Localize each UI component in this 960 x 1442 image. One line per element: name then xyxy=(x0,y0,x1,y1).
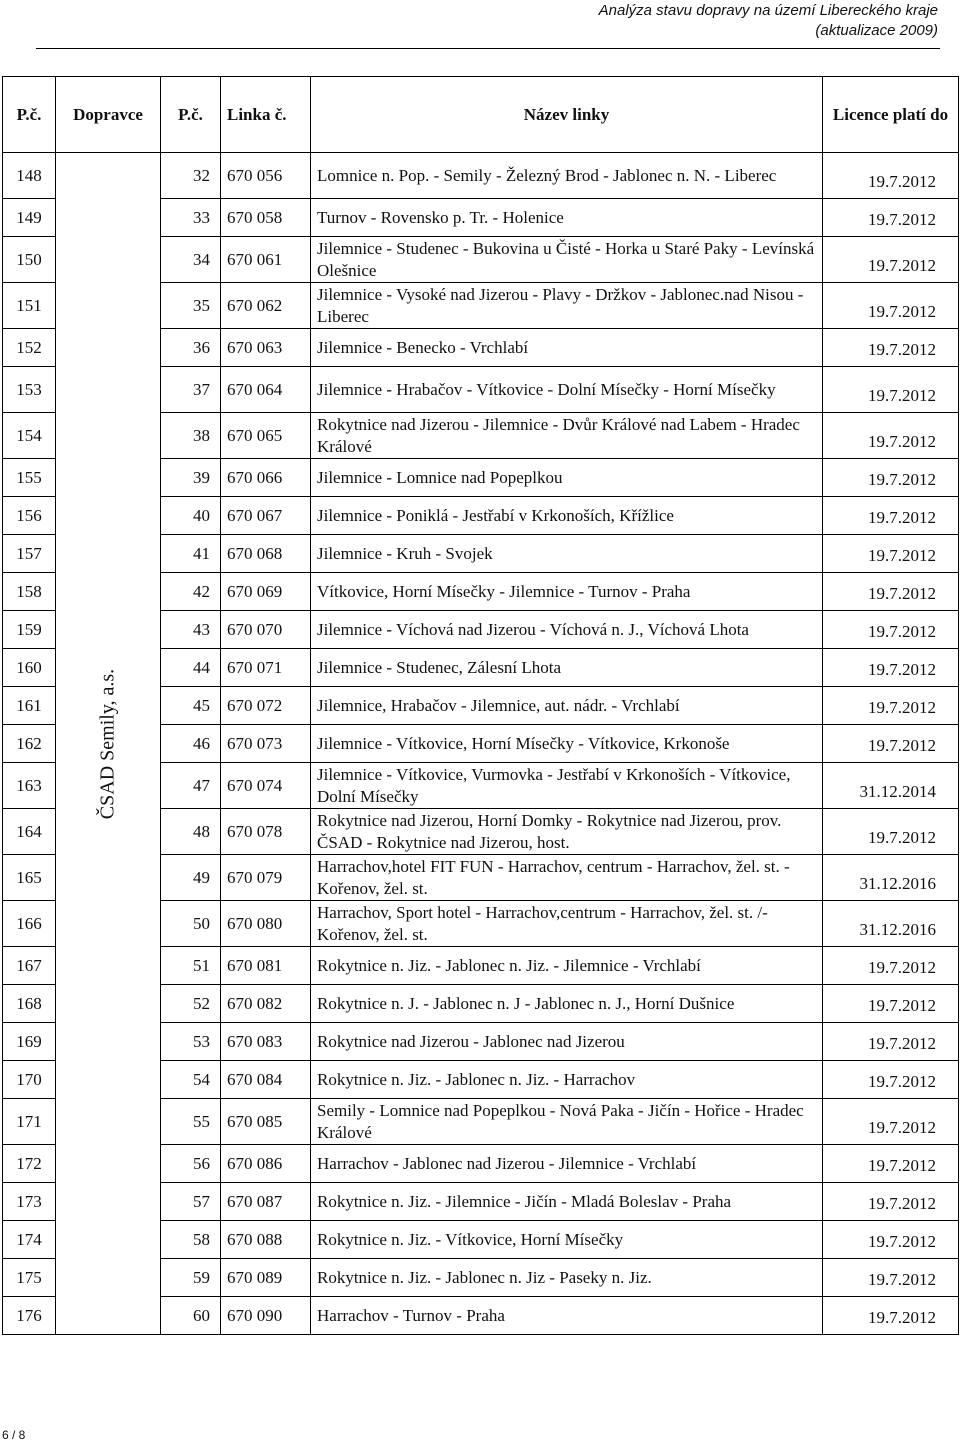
col-header-name: Název linky xyxy=(311,77,823,153)
line-number: 670 082 xyxy=(221,985,311,1023)
document-header xyxy=(599,1,938,41)
row-number: 165 xyxy=(3,855,56,901)
carrier-row-number: 46 xyxy=(161,725,221,763)
license-valid-until: 19.7.2012 xyxy=(823,725,959,763)
carrier-row-number: 51 xyxy=(161,947,221,985)
line-name: Jilemnice, Hrabačov - Jilemnice, aut. nádr. - Vrchlabí xyxy=(311,687,823,725)
row-number: 168 xyxy=(3,985,56,1023)
table-body xyxy=(3,153,959,1335)
row-number: 149 xyxy=(3,199,56,237)
col-header-carrier: Dopravce xyxy=(56,77,161,153)
license-valid-until: 19.7.2012 xyxy=(823,1145,959,1183)
carrier-row-number: 44 xyxy=(161,649,221,687)
carrier-row-number: 47 xyxy=(161,763,221,809)
line-name: Jilemnice - Poniklá - Jestřabí v Krkonoších, Křížlice xyxy=(311,497,823,535)
line-number: 670 078 xyxy=(221,809,311,855)
line-number: 670 089 xyxy=(221,1259,311,1297)
license-valid-until: 31.12.2014 xyxy=(823,763,959,809)
line-number: 670 088 xyxy=(221,1221,311,1259)
row-number: 157 xyxy=(3,535,56,573)
row-number: 173 xyxy=(3,1183,56,1221)
line-number: 670 081 xyxy=(221,947,311,985)
line-name: Harrachov - Jablonec nad Jizerou - Jilemnice - Vrchlabí xyxy=(311,1145,823,1183)
line-name: Semily - Lomnice nad Popeplkou - Nová Paka - Jičín - Hořice - Hradec Králové xyxy=(311,1099,823,1145)
row-number: 167 xyxy=(3,947,56,985)
carrier-row-number: 60 xyxy=(161,1297,221,1335)
line-name: Rokytnice nad Jizerou - Jilemnice - Dvůr Králové nad Labem - Hradec Králové xyxy=(311,413,823,459)
carrier-row-number: 34 xyxy=(161,237,221,283)
line-number: 670 079 xyxy=(221,855,311,901)
line-number: 670 074 xyxy=(221,763,311,809)
license-valid-until: 19.7.2012 xyxy=(823,985,959,1023)
license-valid-until: 19.7.2012 xyxy=(823,283,959,329)
carrier-row-number: 41 xyxy=(161,535,221,573)
license-valid-until: 19.7.2012 xyxy=(823,1099,959,1145)
row-number: 163 xyxy=(3,763,56,809)
carrier-row-number: 52 xyxy=(161,985,221,1023)
line-number: 670 065 xyxy=(221,413,311,459)
row-number: 162 xyxy=(3,725,56,763)
line-name: Jilemnice - Studenec, Zálesní Lhota xyxy=(311,649,823,687)
line-number: 670 069 xyxy=(221,573,311,611)
line-name: Rokytnice n. Jiz. - Jablonec n. Jiz. - Jilemnice - Vrchlabí xyxy=(311,947,823,985)
license-valid-until: 19.7.2012 xyxy=(823,497,959,535)
line-number: 670 083 xyxy=(221,1023,311,1061)
carrier-row-number: 40 xyxy=(161,497,221,535)
line-number: 670 061 xyxy=(221,237,311,283)
carrier-row-number: 58 xyxy=(161,1221,221,1259)
line-name: Jilemnice - Vysoké nad Jizerou - Plavy - Držkov - Jablonec.nad Nisou - Liberec xyxy=(311,283,823,329)
header-title: Analýza stavu dopravy na území Libereckého kraje xyxy=(598,2,938,19)
license-valid-until: 19.7.2012 xyxy=(823,199,959,237)
row-number: 152 xyxy=(3,329,56,367)
table-row xyxy=(3,153,959,199)
carrier-row-number: 56 xyxy=(161,1145,221,1183)
carrier-row-number: 48 xyxy=(161,809,221,855)
row-number: 153 xyxy=(3,367,56,413)
carrier-row-number: 57 xyxy=(161,1183,221,1221)
line-name: Vítkovice, Horní Mísečky - Jilemnice - Turnov - Praha xyxy=(311,573,823,611)
row-number: 160 xyxy=(3,649,56,687)
carrier-row-number: 59 xyxy=(161,1259,221,1297)
row-number: 148 xyxy=(3,153,56,199)
row-number: 170 xyxy=(3,1061,56,1099)
line-number: 670 090 xyxy=(221,1297,311,1335)
line-name: Harrachov, Sport hotel - Harrachov,centrum - Harrachov, žel. st. /- Kořenov, žel. st. xyxy=(311,901,823,947)
row-number: 158 xyxy=(3,573,56,611)
line-number: 670 070 xyxy=(221,611,311,649)
line-name: Jilemnice - Vítkovice, Vurmovka - Jestřabí v Krkonoších - Vítkovice, Dolní Mísečky xyxy=(311,763,823,809)
row-number: 174 xyxy=(3,1221,56,1259)
line-name: Jilemnice - Lomnice nad Popeplkou xyxy=(311,459,823,497)
row-number: 154 xyxy=(3,413,56,459)
license-valid-until: 31.12.2016 xyxy=(823,901,959,947)
carrier-row-number: 39 xyxy=(161,459,221,497)
line-name: Harrachov - Turnov - Praha xyxy=(311,1297,823,1335)
line-name: Jilemnice - Vítkovice, Horní Mísečky - Vítkovice, Krkonoše xyxy=(311,725,823,763)
row-number: 176 xyxy=(3,1297,56,1335)
carrier-row-number: 45 xyxy=(161,687,221,725)
license-valid-until: 19.7.2012 xyxy=(823,1297,959,1335)
line-name: Rokytnice n. Jiz. - Vítkovice, Horní Mísečky xyxy=(311,1221,823,1259)
carrier-row-number: 37 xyxy=(161,367,221,413)
line-number: 670 084 xyxy=(221,1061,311,1099)
line-name: Rokytnice n. Jiz. - Jilemnice - Jičín - Mladá Boleslav - Praha xyxy=(311,1183,823,1221)
bus-lines-table xyxy=(2,76,959,1335)
carrier-cell xyxy=(56,153,161,1335)
carrier-row-number: 32 xyxy=(161,153,221,199)
line-number: 670 067 xyxy=(221,497,311,535)
line-number: 670 068 xyxy=(221,535,311,573)
license-valid-until: 19.7.2012 xyxy=(823,153,959,199)
row-number: 159 xyxy=(3,611,56,649)
license-valid-until: 19.7.2012 xyxy=(823,1183,959,1221)
carrier-row-number: 54 xyxy=(161,1061,221,1099)
license-valid-until: 19.7.2012 xyxy=(823,1061,959,1099)
line-number: 670 064 xyxy=(221,367,311,413)
license-valid-until: 19.7.2012 xyxy=(823,809,959,855)
line-number: 670 062 xyxy=(221,283,311,329)
line-number: 670 073 xyxy=(221,725,311,763)
line-name: Rokytnice nad Jizerou - Jablonec nad Jizerou xyxy=(311,1023,823,1061)
line-name: Jilemnice - Benecko - Vrchlabí xyxy=(311,329,823,367)
col-header-pc2: P.č. xyxy=(161,77,221,153)
line-name: Lomnice n. Pop. - Semily - Železný Brod - Jablonec n. N. - Liberec xyxy=(311,153,823,199)
row-number: 150 xyxy=(3,237,56,283)
line-number: 670 058 xyxy=(221,199,311,237)
carrier-name: ČSAD Semily, a.s. xyxy=(96,668,119,819)
row-number: 155 xyxy=(3,459,56,497)
row-number: 169 xyxy=(3,1023,56,1061)
row-number: 171 xyxy=(3,1099,56,1145)
license-valid-until: 19.7.2012 xyxy=(823,1221,959,1259)
license-valid-until: 19.7.2012 xyxy=(823,649,959,687)
row-number: 151 xyxy=(3,283,56,329)
line-number: 670 086 xyxy=(221,1145,311,1183)
table-header-row xyxy=(3,77,959,153)
row-number: 164 xyxy=(3,809,56,855)
carrier-row-number: 42 xyxy=(161,573,221,611)
license-valid-until: 19.7.2012 xyxy=(823,1023,959,1061)
line-name: Rokytnice n. Jiz. - Jablonec n. Jiz. - Harrachov xyxy=(311,1061,823,1099)
row-number: 156 xyxy=(3,497,56,535)
license-valid-until: 19.7.2012 xyxy=(823,329,959,367)
carrier-row-number: 43 xyxy=(161,611,221,649)
page-number: 6 / 8 xyxy=(2,1428,26,1442)
line-name: Rokytnice n. Jiz. - Jablonec n. Jiz - Paseky n. Jiz. xyxy=(311,1259,823,1297)
license-valid-until: 19.7.2012 xyxy=(823,535,959,573)
license-valid-until: 31.12.2016 xyxy=(823,855,959,901)
col-header-line: Linka č. xyxy=(221,77,311,153)
license-valid-until: 19.7.2012 xyxy=(823,459,959,497)
line-number: 670 071 xyxy=(221,649,311,687)
carrier-row-number: 38 xyxy=(161,413,221,459)
carrier-row-number: 50 xyxy=(161,901,221,947)
license-valid-until: 19.7.2012 xyxy=(823,1259,959,1297)
carrier-row-number: 36 xyxy=(161,329,221,367)
line-name: Jilemnice - Kruh - Svojek xyxy=(311,535,823,573)
row-number: 175 xyxy=(3,1259,56,1297)
header-subtitle: (aktualizace 2009) xyxy=(815,22,938,39)
line-number: 670 056 xyxy=(221,153,311,199)
license-valid-until: 19.7.2012 xyxy=(823,573,959,611)
row-number: 172 xyxy=(3,1145,56,1183)
col-header-pc: P.č. xyxy=(3,77,56,153)
line-number: 670 063 xyxy=(221,329,311,367)
line-name: Harrachov,hotel FIT FUN - Harrachov, centrum - Harrachov, žel. st. - Kořenov, žel. st. xyxy=(311,855,823,901)
carrier-row-number: 49 xyxy=(161,855,221,901)
carrier-row-number: 53 xyxy=(161,1023,221,1061)
license-valid-until: 19.7.2012 xyxy=(823,237,959,283)
line-number: 670 066 xyxy=(221,459,311,497)
line-name: Turnov - Rovensko p. Tr. - Holenice xyxy=(311,199,823,237)
col-header-valid: Licence platí do xyxy=(823,77,959,153)
line-name: Jilemnice - Hrabačov - Vítkovice - Dolní Mísečky - Horní Mísečky xyxy=(311,367,823,413)
line-number: 670 080 xyxy=(221,901,311,947)
carrier-row-number: 35 xyxy=(161,283,221,329)
row-number: 166 xyxy=(3,901,56,947)
line-name: Rokytnice nad Jizerou, Horní Domky - Rokytnice nad Jizerou, prov. ČSAD - Rokytnice nad Jizerou, host. xyxy=(311,809,823,855)
line-number: 670 087 xyxy=(221,1183,311,1221)
license-valid-until: 19.7.2012 xyxy=(823,947,959,985)
line-number: 670 072 xyxy=(221,687,311,725)
license-valid-until: 19.7.2012 xyxy=(823,611,959,649)
line-name: Jilemnice - Studenec - Bukovina u Čisté - Horka u Staré Paky - Levínská Olešnice xyxy=(311,237,823,283)
carrier-row-number: 55 xyxy=(161,1099,221,1145)
line-number: 670 085 xyxy=(221,1099,311,1145)
carrier-row-number: 33 xyxy=(161,199,221,237)
row-number: 161 xyxy=(3,687,56,725)
line-name: Jilemnice - Víchová nad Jizerou - Víchová n. J., Víchová Lhota xyxy=(311,611,823,649)
license-valid-until: 19.7.2012 xyxy=(823,687,959,725)
header-rule xyxy=(36,48,940,49)
line-name: Rokytnice n. J. - Jablonec n. J - Jablonec n. J., Horní Dušnice xyxy=(311,985,823,1023)
license-valid-until: 19.7.2012 xyxy=(823,413,959,459)
license-valid-until: 19.7.2012 xyxy=(823,367,959,413)
